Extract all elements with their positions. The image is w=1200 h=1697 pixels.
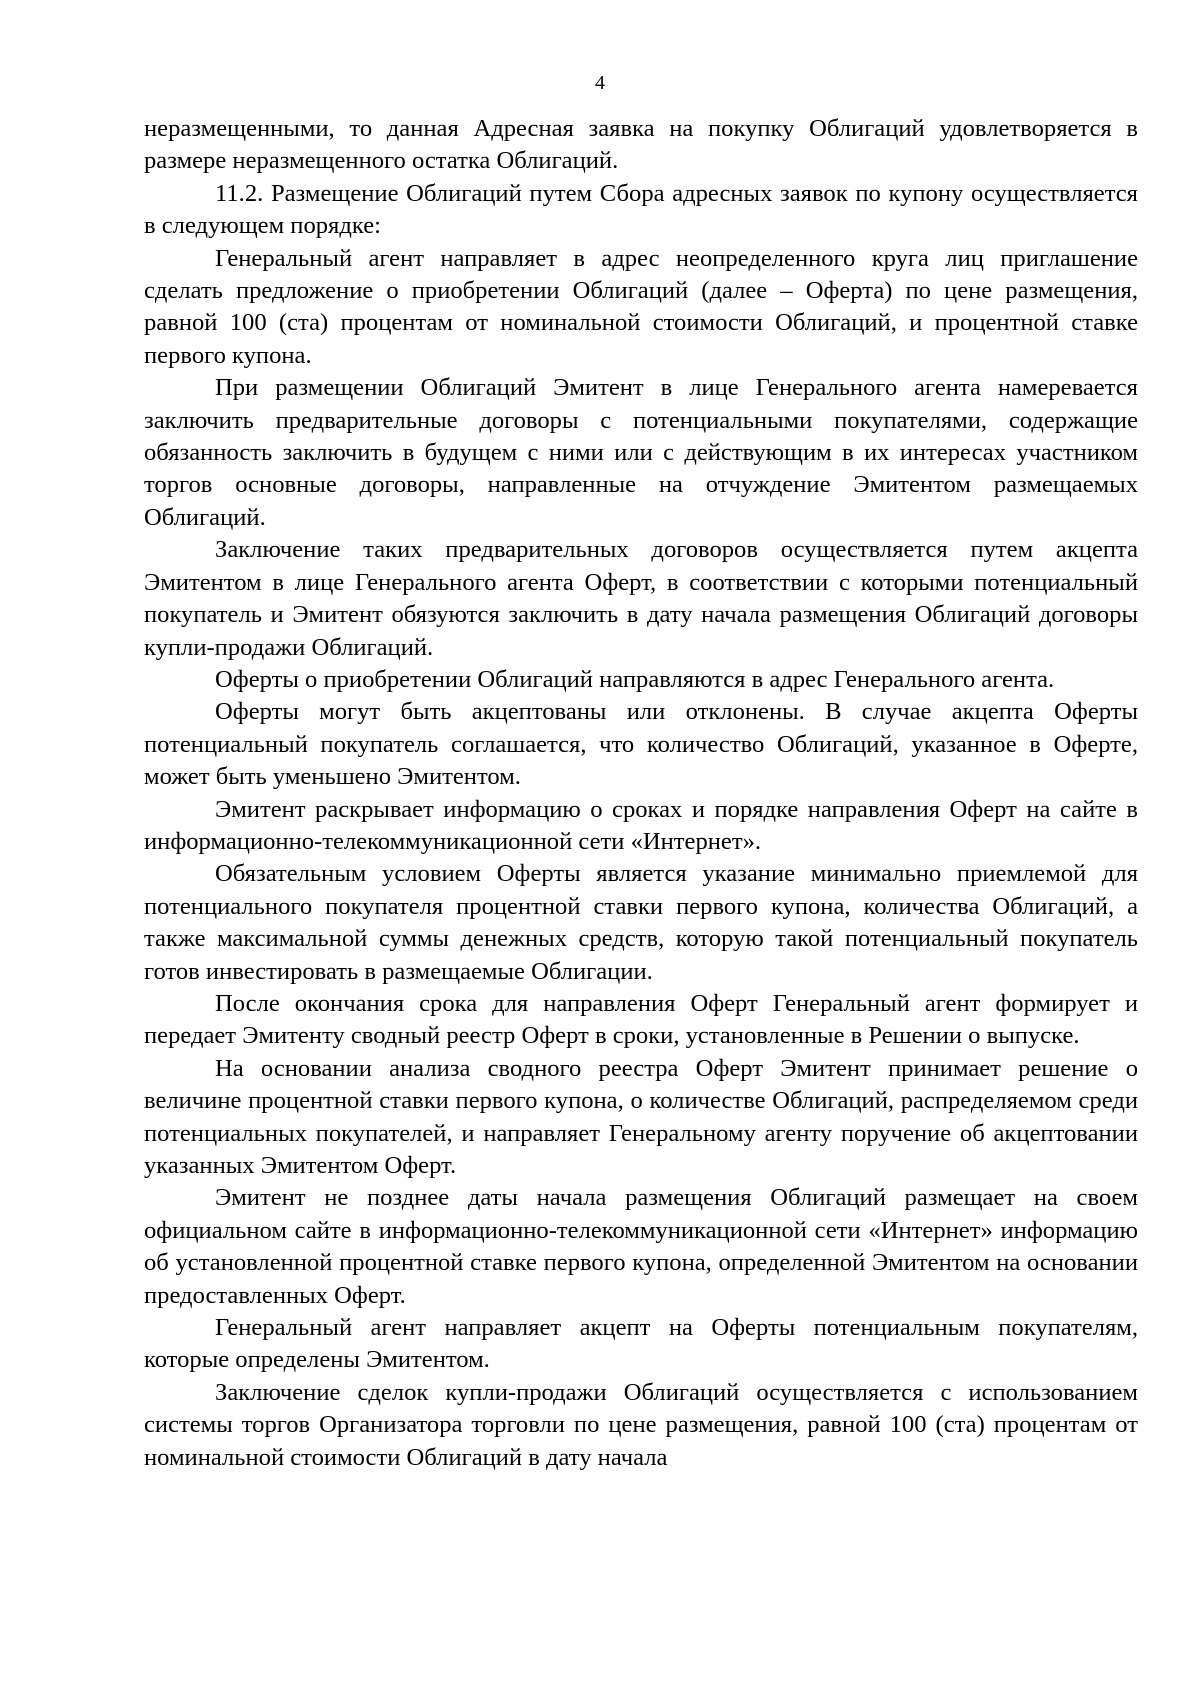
paragraph-agent-acceptance: Генеральный агент направляет акцепт на Оферты потенциальным покупателям, которые определены Эмитентом. (144, 1314, 1138, 1374)
paragraph-mandatory-condition: Обязательным условием Оферты является указание минимально приемлемой для потенциального покупателя процентной ставки первого купона, количества Облигаций, а также максимальной суммы денежных средств, которую такой потенциальный покупатель готов инвестировать в размещаемые Облигации. (144, 860, 1138, 985)
paragraph-registry: После окончания срока для направления Оферт Генеральный агент формирует и передает Эмитенту сводный реестр Оферт в сроки, установленные в Решении о выпуске. (144, 989, 1138, 1050)
paragraph-acceptance: Заключение таких предварительных договоров осуществляется путем акцепта Эмитентом в лице Генерального агента Оферт, в соответствии с которыми потенциальный покупатель и Эмитент обязуются заключить в дату начала размещения Облигаций договоры купли-продажи Облигаций. (144, 536, 1138, 661)
paragraph-decision: На основании анализа сводного реестра Оферт Эмитент принимает решение о величине процентной ставки первого купона, о количестве Облигаций, распределяемом среди потенциальных покупателей, и направляет Генеральному агенту поручение об акцептовании указанных Эмитентом Оферт. (144, 1054, 1138, 1179)
paragraph-offers-address: Оферты о приобретении Облигаций направляются в адрес Генерального агента. (215, 665, 1055, 693)
paragraph-section-11-2: 11.2. Размещение Облигаций путем Сбора адресных заявок по купону осуществляется в следующем порядке: (144, 179, 1138, 240)
paragraph-publication: Эмитент не позднее даты начала размещения Облигаций размещает на своем официальном сайте в информационно-телекоммуникационной сети «Интернет» информацию об установленной процентной ставке первого купона, определенной Эмитентом на основании предоставленных Оферт. (144, 1184, 1138, 1309)
paragraph-trade-execution: Заключение сделок купли-продажи Облигаций осуществляется с использованием системы торгов Организатора торговли по цене размещения, равной 100 (ста) процентам от номинальной стоимости Облигаций в дату начала (144, 1378, 1138, 1471)
document-body (144, 113, 1138, 1474)
paragraph-disclosure: Эмитент раскрывает информацию о сроках и порядке направления Оферт на сайте в информационно-телекоммуникационной сети «Интернет». (144, 795, 1138, 855)
paragraph-continuation: неразмещенными, то данная Адресная заявка на покупку Облигаций удовлетворяется в размере неразмещенного остатка Облигаций. (144, 115, 1138, 175)
paragraph-offers-accepted-rejected: Оферты могут быть акцептованы или отклонены. В случае акцепта Оферты потенциальный покупатель соглашается, что количество Облигаций, указанное в Оферте, может быть уменьшено Эмитентом. (144, 698, 1138, 791)
page-number: 4 (595, 72, 605, 94)
paragraph-preliminary-contracts: При размещении Облигаций Эмитент в лице Генерального агента намеревается заключить предварительные договоры с потенциальными покупателями, содержащие обязанность заключить в будущем с ними или с действующим в их интересах участником торгов основные договоры, направленные на отчуждение Эмитентом размещаемых Облигаций. (144, 374, 1138, 531)
paragraph-invitation: Генеральный агент направляет в адрес неопределенного круга лиц приглашение сделать предложение о приобретении Облигаций (далее – Оферта) по цене размещения, равной 100 (ста) процентам от номинальной стоимости Облигаций, и процентной ставке первого купона. (144, 244, 1138, 369)
